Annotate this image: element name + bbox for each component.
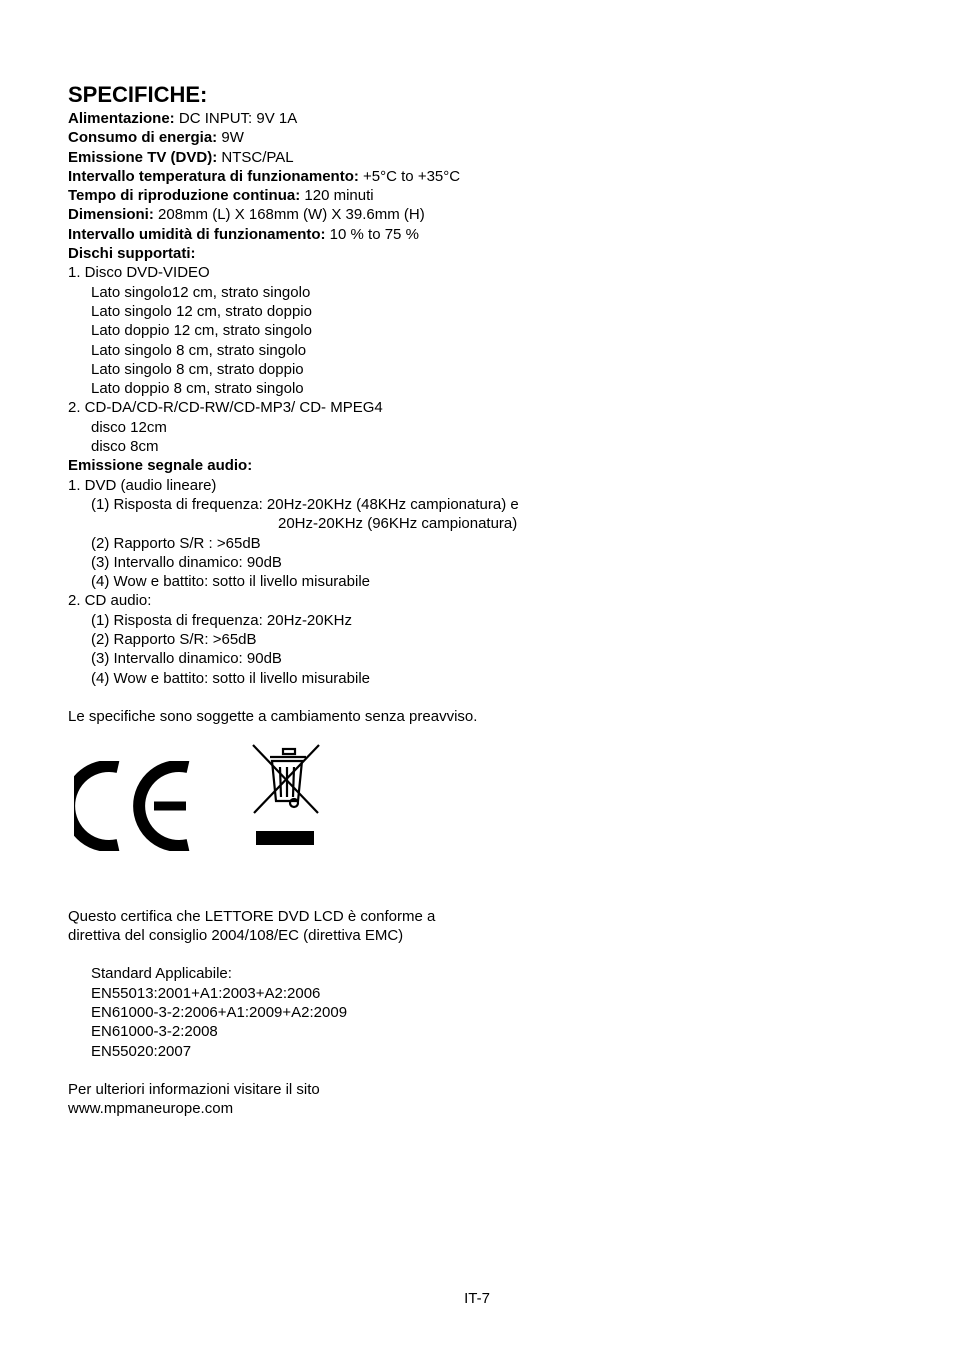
spec-tv-output	[68, 148, 888, 167]
list-item: (2) Rapporto S/R: >65dB	[91, 631, 257, 649]
spec-playtime	[68, 186, 888, 205]
spec-label: Tempo di riproduzione continua:	[68, 187, 301, 205]
list-item: EN61000-3-2:2006+A1:2009+A2:2009	[91, 1003, 348, 1021]
list-item: (1) Risposta di frequenza: 20Hz-20KHz	[91, 611, 352, 629]
list-item: 2. CD-DA/CD-R/CD-RW/CD-MP3/ CD- MPEG4	[68, 399, 383, 417]
list-item: (4) Wow e battito: sotto il livello misurabile	[91, 573, 370, 591]
spec-value: 9W	[217, 129, 244, 147]
spec-page	[68, 82, 888, 1119]
list-item: (2) Rapporto S/R : >65dB	[91, 534, 261, 552]
supported-discs	[68, 244, 888, 456]
spec-value: DC INPUT: 9V 1A	[174, 110, 298, 127]
spec-list	[68, 109, 888, 244]
text-line: Per ulteriori informazioni visitare il sito	[68, 1081, 320, 1099]
info-text	[68, 1080, 888, 1119]
audio-output	[68, 456, 888, 688]
certification-text	[68, 907, 888, 946]
list-item: Lato singolo 12 cm, strato doppio	[91, 302, 312, 320]
compliance-logos	[68, 737, 888, 907]
list-item: (1) Risposta di frequenza: 20Hz-20KHz (48KHz campionatura) e	[91, 495, 519, 513]
text-line: Questo certifica che LETTORE DVD LCD è conforme a	[68, 907, 436, 925]
list-item: 20Hz-20KHz (96KHz campionatura)	[278, 515, 518, 533]
list-item: 2. CD audio:	[68, 592, 152, 610]
list-item: EN55020:2007	[91, 1042, 192, 1060]
spec-value: 208mm (L) X 168mm (W) X 39.6mm (H)	[153, 206, 425, 224]
list-item: Lato singolo12 cm, strato singolo	[91, 283, 311, 301]
weee-bin-icon	[250, 743, 324, 855]
spec-label: Emissione TV (DVD):	[68, 148, 218, 166]
section-heading: Dischi supportati:	[68, 245, 196, 263]
page-title: SPECIFICHE:	[68, 82, 208, 107]
list-item: (3) Intervallo dinamico: 90dB	[91, 553, 282, 571]
list-item: disco 8cm	[91, 438, 159, 456]
list-item: EN61000-3-2:2008	[91, 1023, 218, 1041]
spec-consumption	[68, 128, 888, 147]
list-item: EN55013:2001+A1:2003+A2:2006	[91, 984, 321, 1002]
text-line: direttiva del consiglio 2004/108/EC (direttiva EMC)	[68, 926, 404, 944]
list-item: Lato doppio 8 cm, strato singolo	[91, 380, 304, 398]
standards-list	[68, 964, 888, 1060]
list-item: 1. Disco DVD-VIDEO	[68, 264, 210, 282]
list-item: 1. DVD (audio lineare)	[68, 476, 217, 494]
ce-mark-icon	[74, 761, 198, 851]
spec-value: NTSC/PAL	[217, 148, 294, 166]
list-item: (3) Intervallo dinamico: 90dB	[91, 650, 282, 668]
spec-value: 120 minuti	[300, 187, 374, 205]
list-item: Lato doppio 12 cm, strato singolo	[91, 322, 312, 340]
spec-power	[68, 109, 888, 128]
change-notice: Le specifiche sono soggette a cambiamento senza preavviso.	[68, 708, 478, 726]
section-heading: Emissione segnale audio:	[68, 457, 253, 475]
spec-temperature	[68, 167, 888, 186]
spec-label: Consumo di energia:	[68, 129, 218, 147]
spec-label: Alimentazione:	[68, 110, 175, 127]
spec-dimensions	[68, 205, 888, 224]
list-item: Lato singolo 8 cm, strato doppio	[91, 360, 304, 378]
page-number: IT-7	[464, 1290, 490, 1307]
spec-value: 10 % to 75 %	[325, 225, 419, 243]
section-heading: Standard Applicabile:	[91, 965, 232, 983]
list-item: (4) Wow e battito: sotto il livello misurabile	[91, 669, 370, 687]
list-item: disco 12cm	[91, 418, 167, 436]
list-item: Lato singolo 8 cm, strato singolo	[91, 341, 307, 359]
website-url: www.mpmaneurope.com	[68, 1100, 234, 1118]
spec-label: Intervallo temperatura di funzionamento:	[68, 167, 359, 185]
spec-humidity	[68, 225, 888, 244]
spec-label: Dimensioni:	[68, 206, 154, 224]
spec-value: +5°C to +35°C	[358, 167, 461, 185]
spec-label: Intervallo umidità di funzionamento:	[68, 225, 326, 243]
